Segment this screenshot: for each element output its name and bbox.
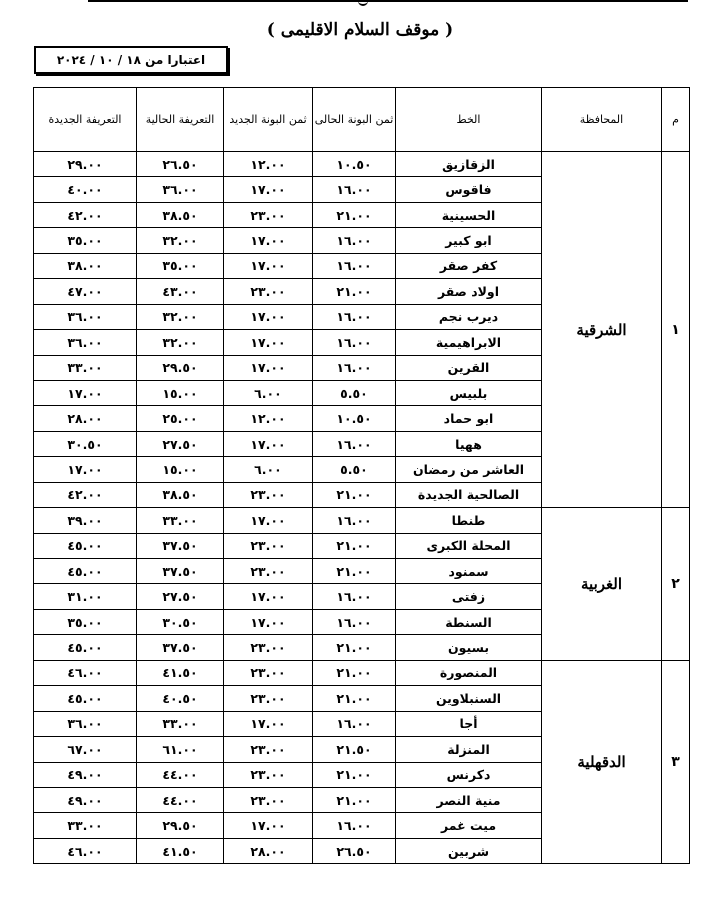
new-fare-cell: ٤٢.٠٠ [34,202,137,227]
current-fare-cell: ٢٧.٥٠ [137,431,224,456]
line-cell: أجا [396,711,542,736]
table-row [34,660,690,685]
current-fare-cell: ٣٨.٥٠ [137,202,224,227]
table-row [34,508,690,533]
current-fare-cell: ٤١.٥٠ [137,660,224,685]
current-fare-cell: ٣٣.٠٠ [137,711,224,736]
current-ticket-cell: ٢١.٠٠ [313,279,396,304]
current-fare-cell: ٤٤.٠٠ [137,787,224,812]
current-ticket-cell: ١٦.٠٠ [313,813,396,838]
current-ticket-cell: ٢١.٠٠ [313,559,396,584]
current-fare-cell: ٤٤.٠٠ [137,762,224,787]
current-ticket-cell: ٢١.٠٠ [313,482,396,507]
current-fare-cell: ٣٧.٥٠ [137,559,224,584]
new-fare-cell: ٤٠.٠٠ [34,177,137,202]
page-title: ( موقف السلام الاقليمى ) [266,20,454,40]
top-rule [88,0,688,2]
current-ticket-cell: ١٠.٥٠ [313,406,396,431]
new-fare-cell: ٣٦.٠٠ [34,711,137,736]
new-ticket-cell: ٢٣.٠٠ [224,686,313,711]
row-index-cell: ٢ [662,508,690,661]
new-fare-cell: ٦٧.٠٠ [34,737,137,762]
current-fare-cell: ٦١.٠٠ [137,737,224,762]
row-index-cell: ٣ [662,660,690,864]
new-ticket-cell: ١٧.٠٠ [224,330,313,355]
effective-date-box: اعتبارا من ١٨ / ١٠ / ٢٠٢٤ [34,46,228,74]
current-fare-cell: ١٥.٠٠ [137,380,224,405]
top-mark [358,0,368,6]
new-ticket-cell: ١٧.٠٠ [224,253,313,278]
new-ticket-cell: ١٢.٠٠ [224,406,313,431]
new-fare-cell: ٤٥.٠٠ [34,686,137,711]
line-cell: المحلة الكبرى [396,533,542,558]
line-cell: منية النصر [396,787,542,812]
current-ticket-cell: ٢١.٠٠ [313,686,396,711]
new-ticket-cell: ١٧.٠٠ [224,228,313,253]
current-ticket-cell: ٢١.٠٠ [313,533,396,558]
current-fare-cell: ٣٧.٥٠ [137,533,224,558]
new-ticket-cell: ٢٣.٠٠ [224,533,313,558]
line-cell: العاشر من رمضان [396,457,542,482]
header-new-ticket: ثمن البونة الجديد [224,88,313,152]
new-fare-cell: ٣٦.٠٠ [34,304,137,329]
current-ticket-cell: ١٦.٠٠ [313,711,396,736]
line-cell: الابراهيمية [396,330,542,355]
current-fare-cell: ٣٢.٠٠ [137,304,224,329]
new-ticket-cell: ٢٣.٠٠ [224,559,313,584]
line-cell: القرين [396,355,542,380]
header-line: الخط [396,88,542,152]
new-ticket-cell: ١٧.٠٠ [224,304,313,329]
current-fare-cell: ٢٩.٥٠ [137,355,224,380]
new-ticket-cell: ٢٣.٠٠ [224,202,313,227]
current-fare-cell: ٢٦.٥٠ [137,152,224,177]
new-fare-cell: ٤٦.٠٠ [34,660,137,685]
new-fare-cell: ٣٥.٠٠ [34,609,137,634]
current-fare-cell: ٣٣.٠٠ [137,508,224,533]
new-ticket-cell: ٢٣.٠٠ [224,787,313,812]
new-ticket-cell: ١٧.٠٠ [224,431,313,456]
row-index-cell: ١ [662,152,690,508]
line-cell: ههيا [396,431,542,456]
current-ticket-cell: ١٦.٠٠ [313,609,396,634]
line-cell: الحسينية [396,202,542,227]
new-fare-cell: ٤٢.٠٠ [34,482,137,507]
current-fare-cell: ١٥.٠٠ [137,457,224,482]
new-fare-cell: ٤٥.٠٠ [34,533,137,558]
new-fare-cell: ٣٦.٠٠ [34,330,137,355]
current-ticket-cell: ٢١.٠٠ [313,660,396,685]
header-row [34,88,690,152]
current-fare-cell: ٣٧.٥٠ [137,635,224,660]
line-cell: ابو كبير [396,228,542,253]
current-ticket-cell: ١٦.٠٠ [313,355,396,380]
new-fare-cell: ٢٩.٠٠ [34,152,137,177]
new-fare-cell: ١٧.٠٠ [34,380,137,405]
line-cell: اولاد صقر [396,279,542,304]
header-current-ticket: ثمن البونة الحالى [313,88,396,152]
new-fare-cell: ٤٩.٠٠ [34,787,137,812]
current-fare-cell: ٣٠.٥٠ [137,609,224,634]
line-cell: ديرب نجم [396,304,542,329]
line-cell: الصالحية الجديدة [396,482,542,507]
new-fare-cell: ٤٥.٠٠ [34,559,137,584]
header-governorate: المحافظة [542,88,662,152]
current-ticket-cell: ١٦.٠٠ [313,228,396,253]
line-cell: المنزلة [396,737,542,762]
new-fare-cell: ٤٩.٠٠ [34,762,137,787]
new-ticket-cell: ٢٣.٠٠ [224,660,313,685]
current-fare-cell: ٤١.٥٠ [137,838,224,863]
new-ticket-cell: ١٧.٠٠ [224,508,313,533]
current-ticket-cell: ٢٦.٥٠ [313,838,396,863]
header-m: م [662,88,690,152]
current-ticket-cell: ٢١.٥٠ [313,737,396,762]
new-ticket-cell: ١٧.٠٠ [224,355,313,380]
line-cell: شربين [396,838,542,863]
header-new-fare: التعريفة الجديدة [34,88,137,152]
line-cell: بلبيس [396,380,542,405]
new-fare-cell: ٣٨.٠٠ [34,253,137,278]
current-ticket-cell: ٥.٥٠ [313,457,396,482]
current-ticket-cell: ٢١.٠٠ [313,635,396,660]
current-fare-cell: ٤٠.٥٠ [137,686,224,711]
new-ticket-cell: ٢٣.٠٠ [224,482,313,507]
current-ticket-cell: ٢١.٠٠ [313,762,396,787]
current-fare-cell: ٣٨.٥٠ [137,482,224,507]
current-fare-cell: ٣٢.٠٠ [137,228,224,253]
new-fare-cell: ٣٠.٥٠ [34,431,137,456]
line-cell: المنصورة [396,660,542,685]
current-fare-cell: ٣٢.٠٠ [137,330,224,355]
new-fare-cell: ١٧.٠٠ [34,457,137,482]
line-cell: بسيون [396,635,542,660]
new-fare-cell: ٤٧.٠٠ [34,279,137,304]
line-cell: ابو حماد [396,406,542,431]
new-fare-cell: ٤٥.٠٠ [34,635,137,660]
line-cell: طنطا [396,508,542,533]
fare-table [33,87,690,864]
current-ticket-cell: ١٦.٠٠ [313,431,396,456]
table-row [34,152,690,177]
line-cell: فاقوس [396,177,542,202]
current-ticket-cell: ٥.٥٠ [313,380,396,405]
new-fare-cell: ٤٦.٠٠ [34,838,137,863]
new-ticket-cell: ٢٣.٠٠ [224,279,313,304]
line-cell: دكرنس [396,762,542,787]
current-ticket-cell: ٢١.٠٠ [313,202,396,227]
current-ticket-cell: ١٦.٠٠ [313,584,396,609]
current-fare-cell: ٣٥.٠٠ [137,253,224,278]
new-fare-cell: ٣٣.٠٠ [34,813,137,838]
current-ticket-cell: ١٦.٠٠ [313,508,396,533]
line-cell: السنبلاوين [396,686,542,711]
header-current-fare: التعريفة الحالية [137,88,224,152]
new-ticket-cell: ٢٣.٠٠ [224,635,313,660]
line-cell: ميت غمر [396,813,542,838]
line-cell: السنطة [396,609,542,634]
current-ticket-cell: ١٦.٠٠ [313,330,396,355]
current-fare-cell: ٢٧.٥٠ [137,584,224,609]
new-fare-cell: ٣١.٠٠ [34,584,137,609]
current-ticket-cell: ١٦.٠٠ [313,253,396,278]
line-cell: زفتى [396,584,542,609]
new-fare-cell: ٢٨.٠٠ [34,406,137,431]
new-fare-cell: ٣٩.٠٠ [34,508,137,533]
new-ticket-cell: ١٢.٠٠ [224,152,313,177]
current-fare-cell: ٢٥.٠٠ [137,406,224,431]
new-ticket-cell: ٢٣.٠٠ [224,762,313,787]
new-ticket-cell: ١٧.٠٠ [224,813,313,838]
governorate-cell: الدقهلية [542,660,662,864]
new-ticket-cell: ٢٣.٠٠ [224,737,313,762]
new-ticket-cell: ٢٨.٠٠ [224,838,313,863]
new-ticket-cell: ١٧.٠٠ [224,609,313,634]
new-ticket-cell: ١٧.٠٠ [224,584,313,609]
table-body [34,152,690,864]
line-cell: سمنود [396,559,542,584]
governorate-cell: الغربية [542,508,662,661]
new-ticket-cell: ٦.٠٠ [224,380,313,405]
current-ticket-cell: ١٦.٠٠ [313,177,396,202]
new-fare-cell: ٣٣.٠٠ [34,355,137,380]
line-cell: كفر صقر [396,253,542,278]
line-cell: الزقازيق [396,152,542,177]
current-fare-cell: ٤٣.٠٠ [137,279,224,304]
new-ticket-cell: ١٧.٠٠ [224,177,313,202]
current-fare-cell: ٣٦.٠٠ [137,177,224,202]
new-fare-cell: ٣٥.٠٠ [34,228,137,253]
current-ticket-cell: ١٠.٥٠ [313,152,396,177]
governorate-cell: الشرقية [542,152,662,508]
current-fare-cell: ٢٩.٥٠ [137,813,224,838]
current-ticket-cell: ٢١.٠٠ [313,787,396,812]
new-ticket-cell: ٦.٠٠ [224,457,313,482]
current-ticket-cell: ١٦.٠٠ [313,304,396,329]
new-ticket-cell: ١٧.٠٠ [224,711,313,736]
